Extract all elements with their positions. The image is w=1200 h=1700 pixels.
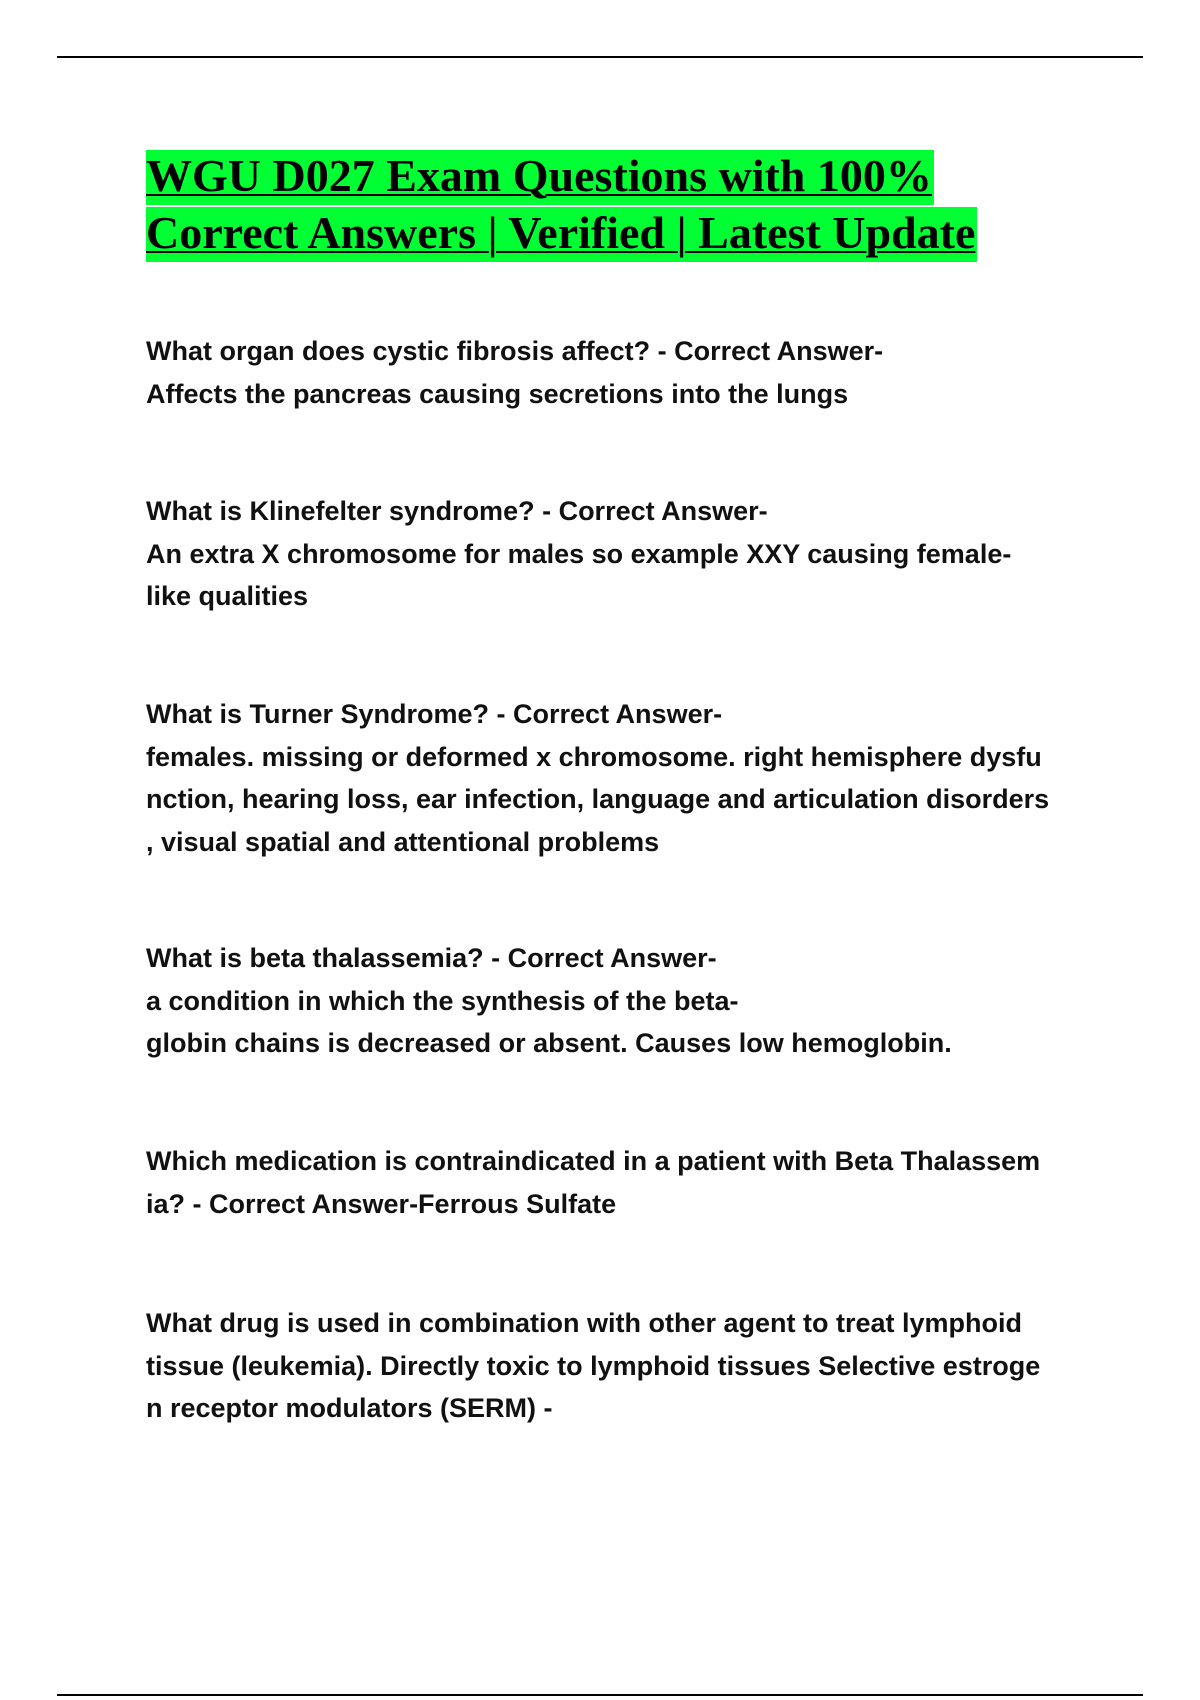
qa-block-turner xyxy=(146,693,1096,863)
qa-line: What is beta thalassemia? - Correct Answer- xyxy=(146,943,717,973)
qa-line: Affects the pancreas causing secretions into the lungs xyxy=(146,378,849,409)
qa-block-lymphoid-drug xyxy=(146,1302,1096,1430)
qa-block-medication xyxy=(146,1140,1096,1225)
qa-line: globin chains is decreased or absent. Causes low hemoglobin. xyxy=(146,1028,952,1058)
qa-line: tissue (leukemia). Directly toxic to lymphoid tissues Selective estroge xyxy=(146,1350,1041,1381)
qa-line: ia? - Correct Answer-Ferrous Sulfate xyxy=(146,1188,617,1219)
qa-line: What is Turner Syndrome? - Correct Answer- xyxy=(146,699,723,729)
qa-line: What drug is used in combination with other agent to treat lymphoid xyxy=(146,1308,1023,1338)
title-line-2: Correct Answers | Verified | Latest Update xyxy=(146,207,977,262)
qa-line: like qualities xyxy=(146,581,309,611)
qa-line: What is Klinefelter syndrome? - Correct Answer- xyxy=(146,496,768,526)
top-rule xyxy=(57,56,1143,58)
bottom-rule xyxy=(57,1694,1143,1696)
document-title xyxy=(146,147,1076,261)
qa-line: Which medication is contraindicated in a patient with Beta Thalassem xyxy=(146,1146,1041,1176)
qa-block-klinefelter xyxy=(146,490,1096,618)
qa-line: , visual spatial and attentional problems xyxy=(146,826,660,857)
qa-line: An extra X chromosome for males so example XXY causing female- xyxy=(146,538,1012,569)
qa-line: a condition in which the synthesis of the beta- xyxy=(146,985,739,1016)
qa-line: females. missing or deformed x chromosome. right hemisphere dysfu xyxy=(146,741,1042,772)
qa-line: nction, hearing loss, ear infection, language and articulation disorders xyxy=(146,784,1050,814)
qa-block-cystic-fibrosis xyxy=(146,330,1096,415)
qa-block-beta-thalassemia xyxy=(146,937,1096,1065)
qa-line: n receptor modulators (SERM) - xyxy=(146,1393,553,1423)
title-line-1: WGU D027 Exam Questions with 100% xyxy=(146,150,934,205)
qa-line: What organ does cystic fibrosis affect? - Correct Answer- xyxy=(146,336,884,366)
